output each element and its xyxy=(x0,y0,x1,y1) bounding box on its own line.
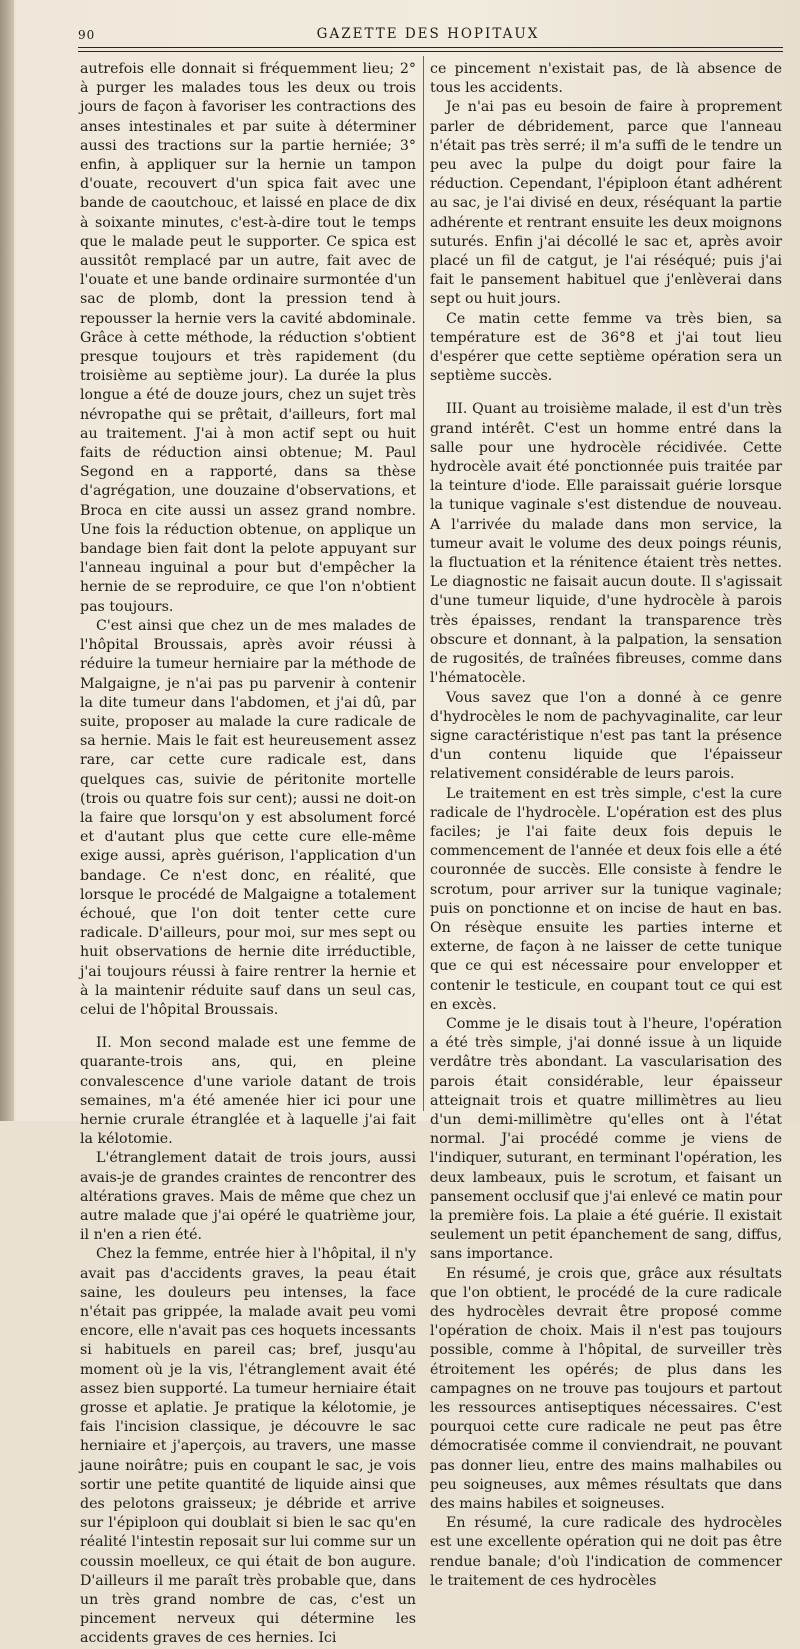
left-paragraph-1: autrefois elle donnait si fréquemment lieu; 2° à purger les malades tous les deux ou trois jours de façon à favoriser les contractions des anses intestinales et par suite à déterminer aussi des tractions sur la partie herniée; 3° enfin, à appliquer sur la hernie un tampon d'ouate, recouvert d'un spica fait avec une bande de caoutchouc, et laissé en place de dix à soixante minutes, c'est-à-dire tout le temps que le malade peut le supporter. Ce spica est aussitôt remplacé par un autre, fait avec de l'ouate et une bande ordinaire surmontée d'un sac de plomb, dont la pression tend à repousser la hernie vers la cavité abdominale. Grâce à cette méthode, la réduction s'obtient presque toujours et très rapidement (du troisième au septième jour). La durée la plus longue a été de douze jours, chez un sujet très névropathe qui se prêtait, d'ailleurs, fort mal au traitement. J'ai à mon actif sept ou huit faits de réduction ainsi obtenue; M. Paul Segond en a rapporté, dans sa thèse d'agrégation, une douzaine d'observations, et Broca en cite aussi un assez grand nombre. Une fois la réduction obtenue, on applique un bandage bien fait dont la pelote appuyant sur l'anneau inguinal a pour but d'empêcher la hernie de se reproduire, ce que l'on n'obtient pas toujours. xyxy=(80,61,416,615)
right-paragraph-8: En résumé, je crois que, grâce aux résultats que l'on obtient, le procédé de la cure radicale des hydrocèles devrait être proposé comme l'opération de choix. Mais il n'est pas toujours possible, comme à l'hôpital, de surveiller très étroitement les opérés; de plus dans les campagnes on ne trouve pas toujours et partout les ressources antiseptiques nécessaires. C'est pourquoi cette cure radicale ne peut pas être démocratisée comme il conviendrait, ne pouvant pas donner lieu, entre des mains malhabiles ou peu soigneuses, aux mêmes résultats que dans des mains habiles et soigneuses. xyxy=(430,1265,782,1513)
header-rule-bottom xyxy=(78,51,783,52)
right-paragraph-1: ce pincement n'existait pas, de là absence de tous les accidents. xyxy=(430,61,782,97)
left-paragraph-3: II. Mon second malade est une femme de quarante-trois ans, qui, en pleine convalescence d'une variole datant de trois semaines, m'a été amenée hier ici pour une hernie crurale étranglée et à laquelle j'ai fait la kélotomie. xyxy=(80,1035,416,1148)
right-column xyxy=(430,60,782,1589)
right-paragraph-3: Ce matin cette femme va très bien, sa température est de 36°8 et j'ai tout lieu d'espérer que cette septième opération sera un septième succès. xyxy=(430,310,782,385)
journal-title: GAZETTE DES HOPITAUX xyxy=(316,26,540,42)
left-paragraph-2: C'est ainsi que chez un de mes malades de l'hôpital Broussais, après avoir réussi à réduire la tumeur herniaire par la méthode de Malgaigne, je n'ai pas pu parvenir à contenir la dite tumeur dans l'abdomen, et j'ai dû, par suite, proposer au malade la cure radicale de sa hernie. Mais le fait est heureusement assez rare, car cette cure radicale est, dans quelques cas, suivie de péritonite mortelle (trois ou quatre fois sur cent); aussi ne doit-on la faire que lorsqu'on y est absolument forcé et d'autant plus que cette cure elle-même exige aussi, après guérison, l'application d'un bandage. Ce n'est donc, en réalité, que lorsque le procédé de Malgaigne a totalement échoué, que l'on doit tenter cette cure radicale. D'ailleurs, pour moi, sur mes sept ou huit observations de hernie dite irréductible, j'ai toujours réussi à faire rentrer la hernie et à la maintenir réduite sauf dans un seul cas, celui de l'hôpital Broussais. xyxy=(80,617,416,1018)
page-number: 90 xyxy=(78,28,96,42)
left-paragraph-4: L'étranglement datait de trois jours, aussi avais-je de grandes craintes de rencontrer des altérations graves. Mais de même que chez un autre malade que j'ai opéré le quatrième jour, il n'en a rien été. xyxy=(80,1150,416,1244)
header-rule-top xyxy=(78,47,783,48)
right-paragraph-4: III. Quant au troisième malade, il est d'un très grand intérêt. C'est un homme entré dans la salle pour une hydrocèle récidivée. Cette hydrocèle avait été ponctionnée puis traitée par la teinture d'iode. Elle paraissait guérie lorsque la tunique vaginale s'est distendue de nouveau. A l'arrivée du malade dans mon service, la tumeur avait le volume des deux poings réunis, la fluctuation et la rénitence étaient très nettes. Le diagnostic ne faisait aucun doute. Il s'agissait d'une tumeur liquide, d'une hydrocèle à parois très épaisses, rendant la transparence très obscure et donnant, à la palpation, la sensation de rugosités, de traînées fibreuses, comme dans l'hématocèle. xyxy=(430,401,782,687)
left-paragraph-5: Chez la femme, entrée hier à l'hôpital, il n'y avait pas d'accidents graves, la peau était saine, les douleurs peu intenses, la face n'était pas grippée, la malade avait peu vomi encore, elle n'avait pas ces hoquets incessants si habituels en pareil cas; bref, jusqu'au moment où je la vis, l'étranglement avait été assez bien supporté. La tumeur herniaire était grosse et aplatie. Je pratique la kélotomie, je fais l'incision classique, je découvre le sac herniaire et j'aperçois, au travers, une masse jaune noirâtre; puis en coupant le sac, je vois sortir une petite quantité de liquide ainsi que des pelotons graisseux; je débride et arrive sur l'épiploon qui doublait si bien le sac qu'en réalité l'intestin reposait sur lui comme sur un coussin moelleux, ce qui était de bon augure. D'ailleurs il me paraît très probable que, dans un très grand nombre de cas, c'est un pincement nerveux qui détermine les accidents graves de ces hernies. Ici xyxy=(80,1246,416,1647)
right-paragraph-7: Comme je le disais tout à l'heure, l'opération a été très simple, j'ai donné issue à un liquide verdâtre très abondant. La vascularisation des parois était considérable, leur épaisseur atteignait trois et quatre millimètres au lieu d'un demi-millimètre qu'elles ont à l'état normal. J'ai procédé comme je viens de l'indiquer, suturant, en terminant l'opération, les deux lambeaux, puis le scrotum, et faisant un pansement occlusif que j'ai enlevé ce matin pour la première fois. La plaie a été guérie. Il existait seulement un petit épanchement de sang, diffus, sans importance. xyxy=(430,1015,782,1263)
right-paragraph-9: En résumé, la cure radicale des hydrocèles est une excellente opération qui ne doit pas être rendue banale; d'où l'indication de commencer le traitement de ces hydrocèles xyxy=(430,1515,782,1589)
right-paragraph-6: Le traitement en est très simple, c'est la cure radicale de l'hydrocèle. L'opération est des plus faciles; je l'ai faite deux fois depuis le commencement de l'année et deux fois elle a été couronnée de succès. Elle consiste à fendre le scrotum, pour arriver sur la tunique vaginale; puis on ponctionne et on incise de haut en bas. On résèque ensuite les parties interne et externe, de façon à ne laisser de cette tunique que ce qui est nécessaire pour envelopper et contenir le testicule, en coupant tout ce qui est en excès. xyxy=(430,785,782,1013)
column-divider xyxy=(423,56,424,1111)
page-header xyxy=(78,24,778,46)
right-paragraph-2: Je n'ai pas eu besoin de faire à proprement parler de débridement, parce que l'anneau n'était pas très serré; il m'a suffi de le tendre un peu avec la pulpe du doigt pour faire la réduction. Cependant, l'épiploon étant adhérent au sac, je l'ai divisé en deux, réséquant la partie adhérente et rentrant ensuite les deux moignons suturés. Enfin j'ai décollé le sac et, après avoir placé un fil de catgut, je l'ai réséqué; puis j'ai fait le pansement habituel que j'enlèverai dans sept ou huit jours. xyxy=(430,99,782,308)
page-binding-edge xyxy=(0,0,14,1121)
right-paragraph-5: Vous savez que l'on a donné à ce genre d'hydrocèles le nom de pachyvaginalite, car leur signe caractéristique n'est pas tant la présence d'un contenu liquide que l'épaisseur relativement considérable de leurs parois. xyxy=(430,689,782,783)
left-column xyxy=(80,60,416,1647)
